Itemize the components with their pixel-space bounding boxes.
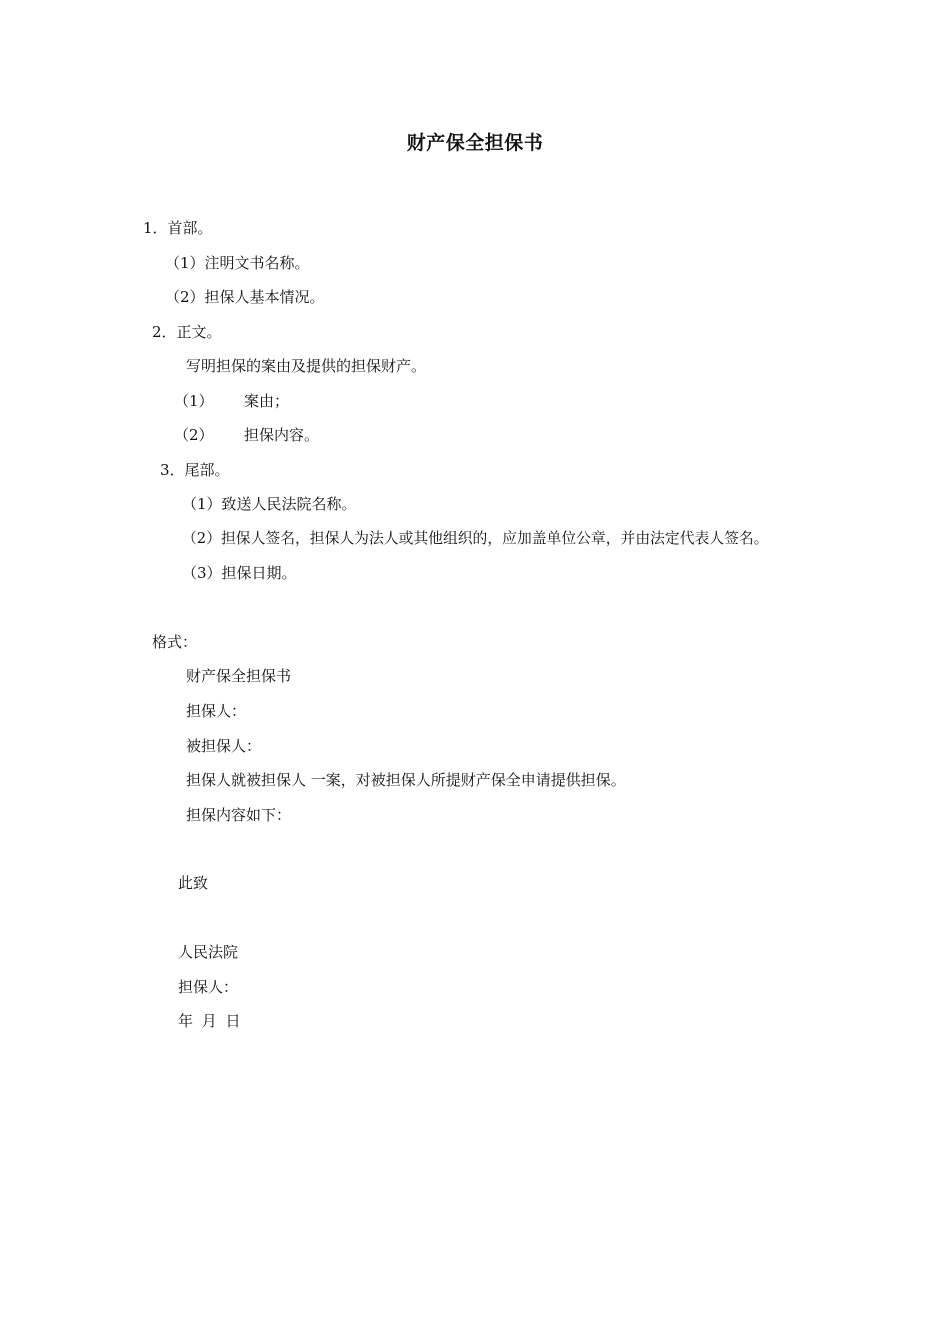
format-guarantor-field: 担保人： — [186, 702, 247, 720]
format-signature-field: 担保人： — [178, 978, 239, 996]
format-date-field: 年 月 日 — [178, 1012, 241, 1030]
section-3-heading: 3．尾部。 — [160, 461, 230, 479]
document-title: 财产保全担保书 — [406, 132, 544, 154]
format-heading: 格式： — [152, 633, 198, 651]
format-court-name: 人民法院 — [178, 943, 239, 961]
format-guaranteed-party-field: 被担保人： — [186, 737, 262, 755]
section-1-item-2: （2）担保人基本情况。 — [165, 288, 325, 306]
section-1-item-1: （1）注明文书名称。 — [165, 254, 310, 272]
format-salutation: 此致 — [178, 874, 209, 892]
section-2-item-1-number: （1） — [174, 392, 214, 410]
format-guarantee-statement: 担保人就被担保人 一案，对被担保人所提财产保全申请提供担保。 — [186, 771, 626, 789]
format-document-title: 财产保全担保书 — [186, 667, 292, 685]
section-2-heading: 2．正文。 — [152, 323, 222, 341]
section-2-item-1-text: 案由； — [244, 392, 290, 410]
section-2-intro: 写明担保的案由及提供的担保财产。 — [186, 357, 427, 375]
section-1-heading: 1．首部。 — [143, 219, 213, 237]
section-2-item-2-text: 担保内容。 — [244, 426, 320, 444]
section-3-item-2: （2）担保人签名，担保人为法人或其他组织的，应加盖单位公章，并由法定代表人签名。 — [182, 530, 769, 547]
section-3-item-1: （1）致送人民法院名称。 — [182, 495, 357, 513]
section-2-item-2-number: （2） — [174, 426, 214, 444]
format-guarantee-content: 担保内容如下： — [186, 806, 292, 824]
section-3-item-3: （3）担保日期。 — [182, 564, 297, 582]
